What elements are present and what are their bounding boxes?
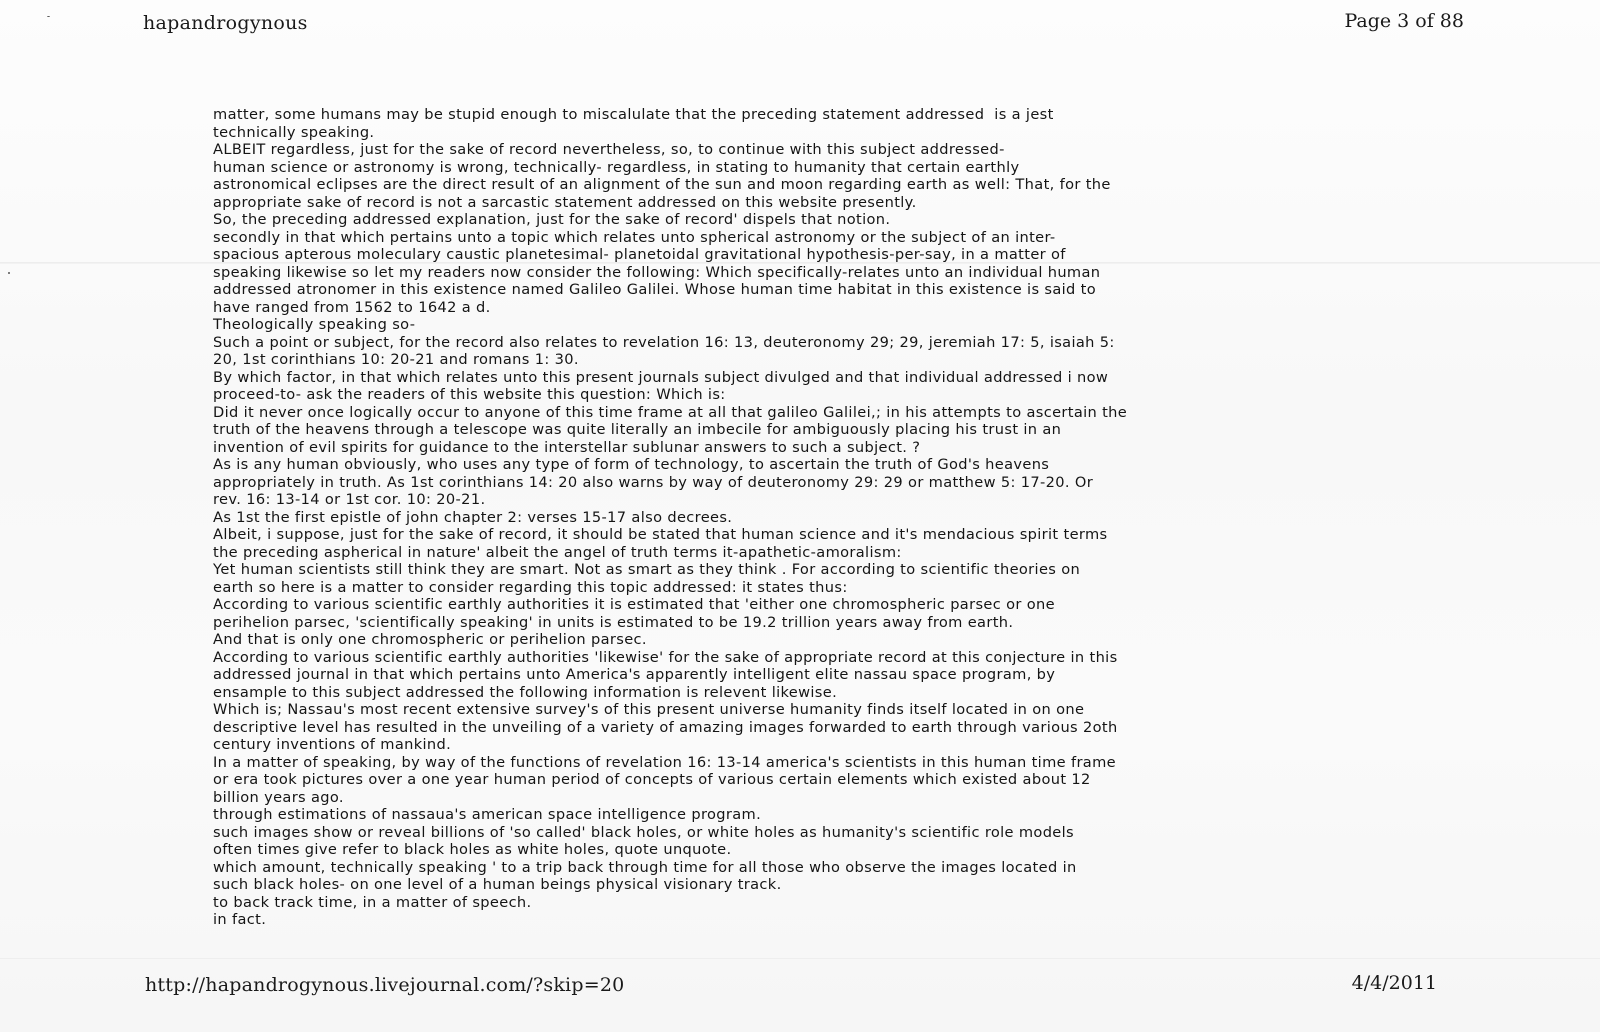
- journal-body-text: [213, 106, 1463, 946]
- body-line: earth so here is a matter to consider regarding this topic addressed: it states thus:: [213, 578, 848, 596]
- body-line: often times give refer to black holes as white holes, quote unquote.: [213, 841, 732, 858]
- body-line: addressed journal in that which pertains unto America's apparently intelligent elite nassau space program, by: [213, 666, 1056, 683]
- body-line: appropriate sake of record is not a sarcastic statement addressed on this website presently.: [213, 193, 917, 211]
- body-line: ALBEIT regardless, just for the sake of record nevertheless, so, to continue with this subject addressed-: [213, 141, 1005, 158]
- body-line: Albeit, i suppose, just for the sake of record, it should be stated that human science and it's mendacious spirit terms: [213, 526, 1108, 543]
- body-line: century inventions of mankind.: [213, 736, 452, 753]
- body-line: 20, 1st corinthians 10: 20-21 and romans 1: 30.: [213, 351, 579, 368]
- body-line: Yet human scientists still think they are smart. Not as smart as they think . For according to scientific theories on: [213, 561, 1081, 578]
- body-line: invention of evil spirits for guidance to the interstellar sublunar answers to such a subject. ?: [213, 438, 921, 456]
- body-line: descriptive level has resulted in the unveiling of a variety of amazing images forwarded to earth through various 2oth: [213, 718, 1118, 736]
- body-line: Did it never once logically occur to anyone of this time frame at all that galileo Galilei,; in his attempts to ascertain the: [213, 403, 1128, 421]
- body-line: secondly in that which pertains unto a topic which relates unto spherical astronomy or the subject of an inter-: [213, 228, 1056, 246]
- body-line: in fact.: [213, 911, 267, 928]
- header-page-indicator: Page 3 of 88: [1344, 10, 1464, 32]
- body-line: or era took pictures over a one year human period of concepts of various certain elements which existed about 12: [213, 771, 1091, 788]
- body-line: such black holes- on one level of a human beings physical visionary track.: [213, 876, 782, 893]
- body-line: the preceding aspherical in nature' albeit the angel of truth terms it-apathetic-amoralism:: [213, 543, 902, 561]
- body-line: billion years ago.: [213, 788, 344, 806]
- body-line: Which is; Nassau's most recent extensive survey's of this present universe humanity finds itself located in on one: [213, 701, 1085, 718]
- body-line: perihelion parsec, 'scientifically speaking' in units is estimated to be 19.2 trillion years away from earth.: [213, 613, 1014, 631]
- body-line: Such a point or subject, for the record also relates to revelation 16: 13, deuteronomy 29; 29, jeremiah 17: 5, isaiah 5:: [213, 333, 1115, 351]
- body-line: through estimations of nassaua's american space intelligence program.: [213, 806, 762, 823]
- body-line: In a matter of speaking, by way of the functions of revelation 16: 13-14 america's scientists in this human time frame: [213, 753, 1116, 771]
- body-line: ensample to this subject addressed the following information is relevent likewise.: [213, 683, 838, 701]
- body-line: such images show or reveal billions of 'so called' black holes, or white holes as humanity's scientific role models: [213, 823, 1074, 841]
- body-line: [213, 929, 1463, 947]
- body-line: rev. 16: 13-14 or 1st cor. 10: 20-21.: [213, 491, 486, 508]
- body-line: speaking likewise so let my readers now consider the following: Which specifically-relates unto an individual human: [213, 263, 1101, 281]
- body-line: According to various scientific earthly authorities 'likewise' for the sake of appropriate record at this conjecture in this: [213, 648, 1118, 666]
- body-line: truth of the heavens through a telescope was quite literally an imbecile for ambiguously placing his trust in an: [213, 421, 1062, 438]
- body-line: astronomical eclipses are the direct result of an alignment of the sun and moon regarding earth as well: That, for the: [213, 176, 1111, 193]
- body-line: Theologically speaking so-: [213, 316, 416, 333]
- body-line: which amount, technically speaking ' to a trip back through time for all those who observe the images located in: [213, 858, 1077, 876]
- scan-speck: [47, 16, 50, 17]
- body-line: So, the preceding addressed explanation, just for the sake of record' dispels that notion.: [213, 211, 891, 228]
- body-line: to back track time, in a matter of speech.: [213, 893, 532, 911]
- scan-speck: [8, 272, 10, 274]
- body-line: And that is only one chromospheric or perihelion parsec.: [213, 631, 647, 648]
- body-line: addressed atronomer in this existence named Galileo Galilei. Whose human time habitat in this existence is said to: [213, 281, 1096, 298]
- header-site-name: hapandrogynous: [143, 12, 308, 34]
- body-line: As 1st the first epistle of john chapter 2: verses 15-17 also decrees.: [213, 508, 733, 526]
- body-line: spacious apterous moleculary caustic planetesimal- planetoidal gravitational hypothesis-per-say, in a matter of: [213, 246, 1066, 263]
- body-line: proceed-to- ask the readers of this website this question: Which is:: [213, 386, 726, 403]
- body-line: appropriately in truth. As 1st corinthians 14: 20 also warns by way of deuteronomy 29: 29 or matthew 5: 17-20. Or: [213, 473, 1094, 491]
- body-line: According to various scientific earthly authorities it is estimated that 'either one chromospheric parsec or one: [213, 596, 1055, 613]
- body-line: have ranged from 1562 to 1642 a d.: [213, 298, 491, 316]
- body-line: matter, some humans may be stupid enough to miscalulate that the preceding statement addressed is a jest: [213, 106, 1054, 123]
- body-line: technically speaking.: [213, 123, 375, 141]
- footer-url: http://hapandrogynous.livejournal.com/?skip=20: [145, 974, 625, 996]
- body-line: human science or astronomy is wrong, technically- regardless, in stating to humanity that certain earthly: [213, 158, 1020, 176]
- scan-artifact-line: [0, 958, 1600, 959]
- body-line: As is any human obviously, who uses any type of form of technology, to ascertain the truth of God's heavens: [213, 456, 1050, 473]
- footer-date: 4/4/2011: [1351, 972, 1437, 994]
- body-line: By which factor, in that which relates unto this present journals subject divulged and that individual addressed i now: [213, 368, 1109, 386]
